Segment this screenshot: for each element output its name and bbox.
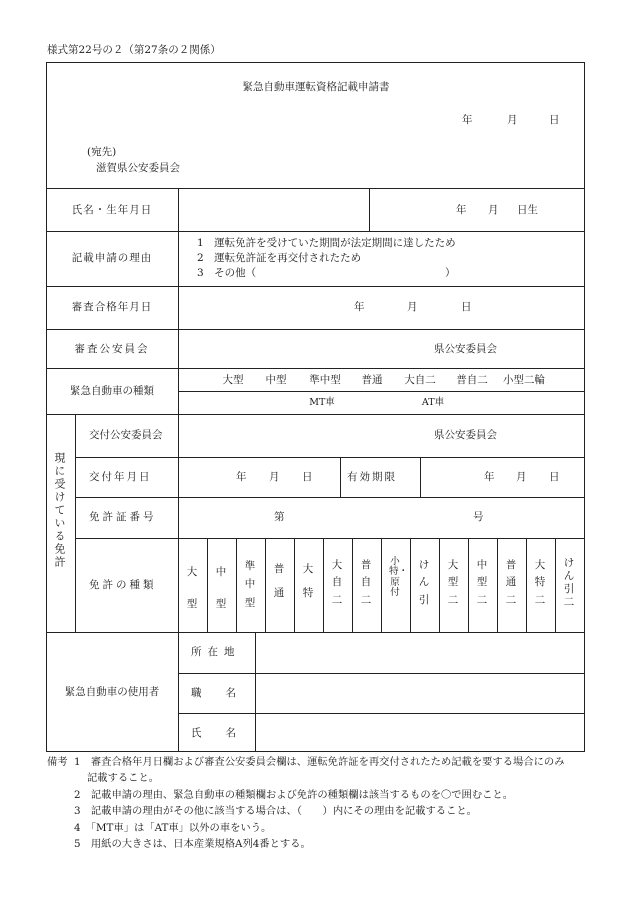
addressee-name: 滋賀県公安委員会 — [96, 162, 180, 174]
issue-year-label: 年 — [236, 471, 247, 483]
license-types-label: 免許の種類 — [89, 579, 157, 591]
remark-4: 4 「MT車」は「AT車」以外の車をいう。 — [74, 822, 272, 834]
license-col-towing[interactable]: けん引 — [418, 559, 430, 606]
license-number-suffix: 号 — [473, 511, 484, 523]
issue-day-label: 日 — [302, 471, 313, 483]
birth-month-label: 月 — [488, 204, 499, 216]
license-col-standard[interactable]: 普通 — [273, 563, 285, 600]
license-col-large-special[interactable]: 大特 — [302, 563, 314, 600]
user-label: 緊急自動車の使用者 — [64, 686, 160, 698]
exam-date-label: 審査合格年月日 — [71, 301, 153, 313]
validity-label: 有効期限 — [347, 471, 397, 483]
user-position-label: 職名 — [191, 687, 260, 699]
form-number: 様式第22号の２（第27条の２関係） — [47, 44, 221, 56]
user-address-label: 所在地 — [191, 646, 241, 658]
exam-year-label: 年 — [354, 301, 365, 313]
vehicle-type-large[interactable]: 大型 — [222, 374, 244, 386]
issuing-commission-suffix: 県公安委員会 — [434, 429, 497, 441]
vehicle-type-medium[interactable]: 中型 — [265, 374, 287, 386]
remarks-label: 備考 — [47, 756, 68, 768]
user-position-field[interactable] — [257, 675, 584, 712]
transmission-mt[interactable]: MT車 — [309, 397, 335, 408]
issue-date-label: 交付年月日 — [89, 471, 152, 483]
license-col-large-special-type2[interactable]: 大特二 — [534, 559, 546, 606]
license-col-towing-type2[interactable]: けん引二 — [563, 557, 575, 609]
remark-5: 5 用紙の大きさは、日本産業規格A列4番とする。 — [74, 838, 311, 850]
user-address-field[interactable] — [257, 634, 584, 672]
transmission-at[interactable]: AT車 — [421, 397, 445, 408]
vehicle-type-standard-motorcycle[interactable]: 普自二 — [456, 374, 488, 386]
addressee-prefix: (宛先) — [87, 146, 117, 158]
reason-option-1[interactable]: 1 運転免許を受けていた期間が法定期間に達したため — [197, 237, 456, 249]
date-day-label: 日 — [549, 114, 560, 126]
license-col-large-motorcycle[interactable]: 大自二 — [331, 559, 343, 606]
reason-option-3[interactable]: 3 その他（ — [197, 267, 257, 279]
exam-commission-suffix: 県公安委員会 — [434, 343, 497, 355]
reason-label: 記載申請の理由 — [71, 252, 153, 264]
issue-month-label: 月 — [269, 471, 280, 483]
license-col-medium[interactable]: 中型 — [215, 566, 227, 610]
date-year-label: 年 — [462, 114, 473, 126]
license-number-label: 免許証番号 — [89, 511, 157, 523]
reason-option-2[interactable]: 2 運転免許証を再交付されたため — [197, 252, 362, 264]
vehicle-type-small-motorcycle[interactable]: 小型二輪 — [503, 374, 545, 386]
license-col-large[interactable]: 大型 — [186, 566, 198, 610]
license-col-medium-type2[interactable]: 中型二 — [476, 559, 488, 606]
user-name-field[interactable] — [257, 715, 584, 751]
license-number-prefix: 第 — [274, 511, 285, 523]
exam-day-label: 日 — [461, 301, 472, 313]
validity-day-label: 日 — [549, 471, 560, 483]
birth-day-label: 日生 — [517, 204, 538, 216]
date-month-label: 月 — [507, 114, 518, 126]
validity-year-label: 年 — [484, 471, 495, 483]
user-name-label: 氏名 — [191, 727, 260, 739]
birth-year-label: 年 — [456, 204, 467, 216]
exam-month-label: 月 — [407, 301, 418, 313]
exam-commission-label: 審査公安員会 — [74, 343, 150, 355]
remark-1-cont: 記載すること。 — [87, 772, 160, 784]
issuing-commission-label: 交付公安委員会 — [89, 429, 163, 441]
name-field[interactable] — [180, 190, 367, 230]
vehicle-type-label: 緊急自動車の種類 — [70, 385, 154, 397]
validity-month-label: 月 — [516, 471, 527, 483]
vehicle-type-semi-medium[interactable]: 準中型 — [309, 374, 341, 386]
reason-close-paren: ） — [445, 267, 456, 279]
remark-1: 1 審査合格年月日欄および審査公安委員会欄は、運転免許証を再交付されたため記載を要する場合にのみ — [74, 756, 565, 768]
license-col-small-special-moped[interactable]: 小特・原付 — [389, 556, 409, 598]
form-title: 緊急自動車運転資格記載申請書 — [242, 81, 390, 93]
vehicle-type-standard[interactable]: 普通 — [361, 374, 383, 386]
license-col-standard-type2[interactable]: 普通二 — [505, 559, 517, 606]
license-col-large-type2[interactable]: 大型二 — [447, 559, 459, 606]
license-col-standard-motorcycle[interactable]: 普自二 — [360, 559, 372, 606]
name-birth-label: 氏名・生年月日 — [71, 204, 153, 216]
license-col-semi-medium[interactable]: 準中型 — [244, 560, 256, 609]
vehicle-type-large-motorcycle[interactable]: 大自二 — [404, 374, 436, 386]
remark-3: 3 記載申請の理由がその他に該当する場合は、（ ）内にその理由を記載すること。 — [74, 805, 477, 817]
current-license-label: 現に受けている免許 — [53, 452, 66, 569]
remark-2: 2 記載申請の理由、緊急自動車の種類欄および免許の種類欄は該当するものを〇で囲むこと。 — [74, 789, 514, 801]
